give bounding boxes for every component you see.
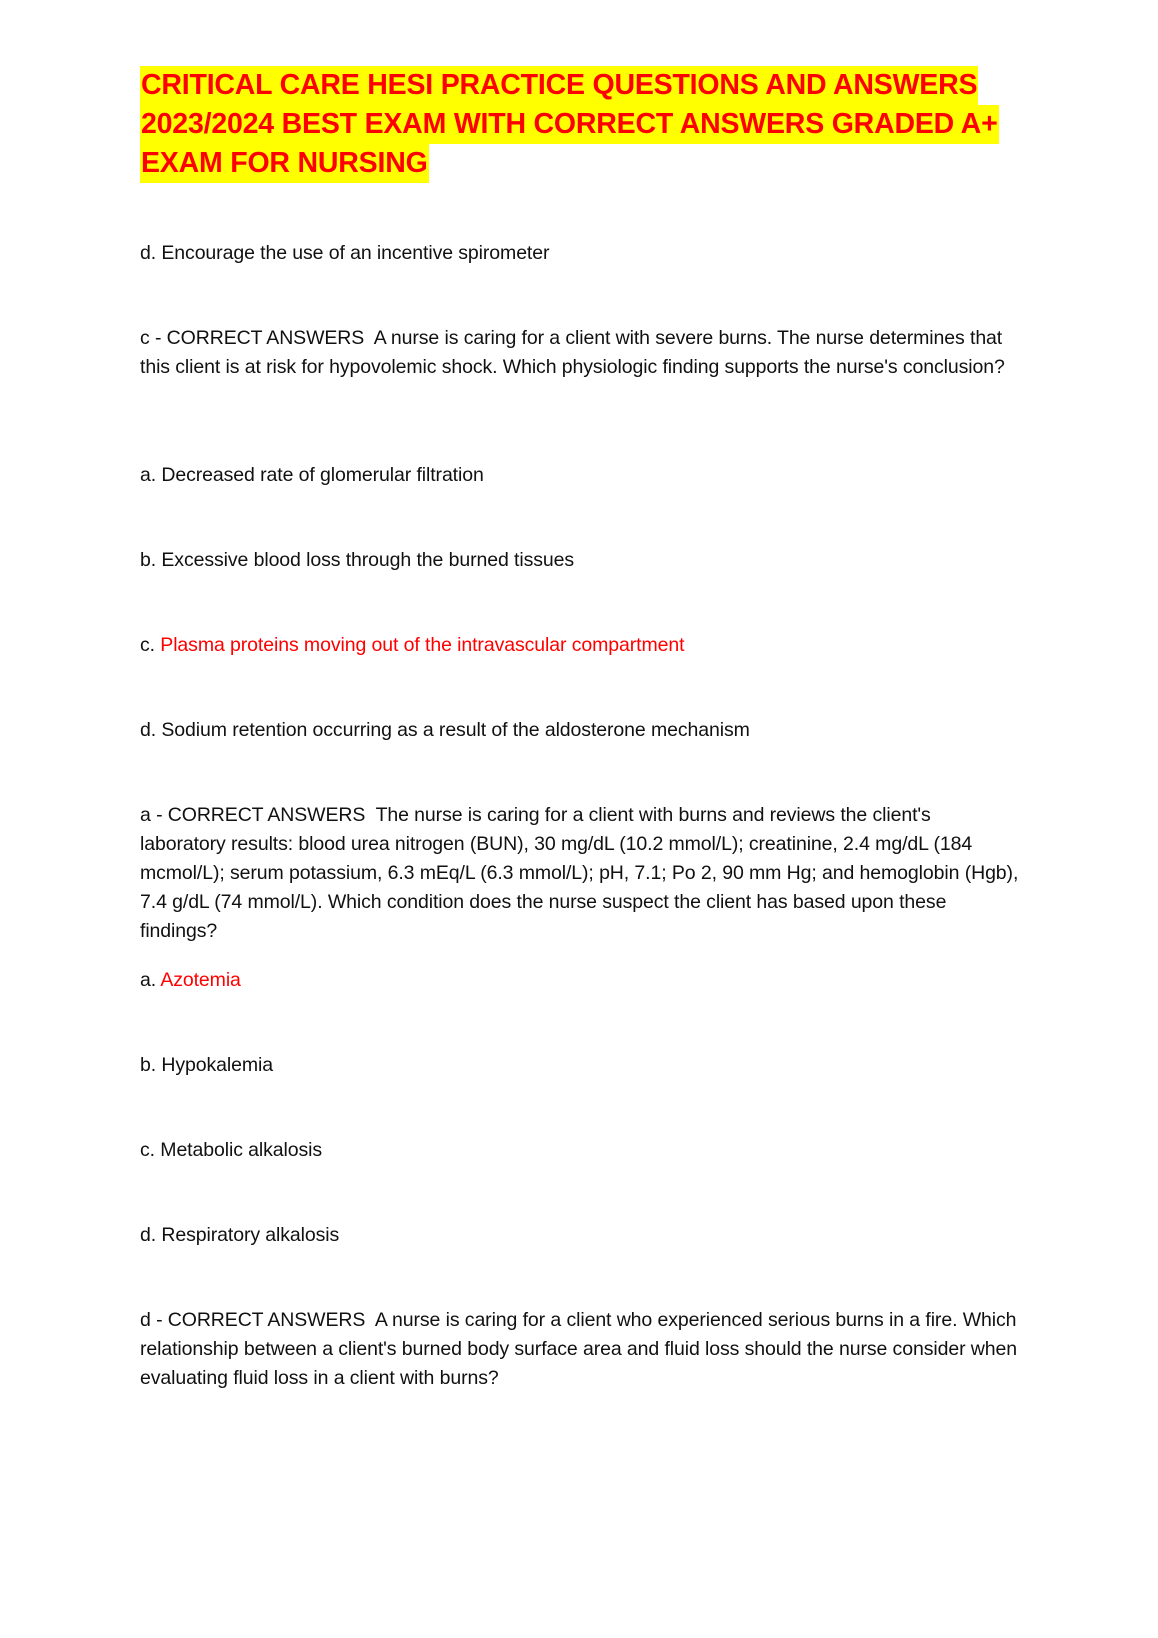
question-text: A nurse is caring for a client who experienced serious burns in a fire. Which relationship between a client's burned body surface area and fluid loss should the nurse consider when evaluating fluid loss in a client with burns?	[140, 1309, 1017, 1389]
answer-option-c-correct	[140, 631, 1020, 660]
option-prefix: d.	[140, 1224, 162, 1246]
answer-option-b	[140, 1051, 1020, 1080]
answer-option-a-correct	[140, 966, 1020, 995]
option-text: Sodium retention occurring as a result of the aldosterone mechanism	[161, 719, 750, 741]
answer-option-b	[140, 546, 1020, 575]
option-prefix: b.	[140, 549, 162, 571]
option-text: Hypokalemia	[161, 1054, 274, 1076]
option-prefix: c.	[140, 1139, 161, 1161]
option-prefix: d.	[140, 719, 162, 741]
answer-option-a	[140, 461, 1020, 490]
correct-option-text: Azotemia	[160, 969, 241, 991]
option-prefix: d.	[140, 242, 162, 264]
title-line-3: EXAM FOR NURSING	[140, 144, 429, 183]
answer-option-d	[140, 1221, 1020, 1250]
option-text: Decreased rate of glomerular filtration	[161, 464, 484, 486]
answer-key: c - CORRECT ANSWERS	[140, 327, 374, 349]
question-block	[140, 801, 1020, 946]
answer-key: a - CORRECT ANSWERS	[140, 804, 376, 826]
option-text: Excessive blood loss through the burned tissues	[161, 549, 575, 571]
answer-option-d	[140, 716, 1020, 745]
answer-option-d	[140, 239, 1020, 268]
question-text: A nurse is caring for a client with severe burns. The nurse determines that this client is at risk for hypovolemic shock. Which physiologic finding supports the nurse's conclusion?	[140, 327, 1005, 378]
title-line-2: 2023/2024 BEST EXAM WITH CORRECT ANSWERS GRADED A+	[140, 105, 999, 144]
option-text: Respiratory alkalosis	[161, 1224, 340, 1246]
option-text: Encourage the use of an incentive spirometer	[161, 242, 550, 264]
option-text: Metabolic alkalosis	[160, 1139, 323, 1161]
question-block	[140, 324, 1020, 382]
option-prefix: a.	[140, 969, 161, 991]
answer-key: d - CORRECT ANSWERS	[140, 1309, 375, 1331]
question-block	[140, 1306, 1020, 1393]
title-line-1: CRITICAL CARE HESI PRACTICE QUESTIONS AND ANSWERS	[140, 66, 978, 105]
question-text: The nurse is caring for a client with burns and reviews the client's laboratory results: blood urea nitrogen (BUN), 30 mg/dL (10.2 mmol/L); creatinine, 2.4 mg/dL (184 mcmol/L); serum potassium, 6.3 mEq/L (6.3 mmol/L); pH, 7.1; Po 2, 90 mm Hg; and hemoglobin (Hgb), 7.4 g/dL (74 mmol/L). Which condition does the nurse suspect the client has based upon these findings?	[140, 804, 1019, 942]
document-title	[140, 66, 1020, 183]
correct-option-text: Plasma proteins moving out of the intravascular compartment	[160, 634, 685, 656]
answer-option-c	[140, 1136, 1020, 1165]
option-prefix: a.	[140, 464, 162, 486]
option-prefix: c.	[140, 634, 161, 656]
option-prefix: b.	[140, 1054, 162, 1076]
